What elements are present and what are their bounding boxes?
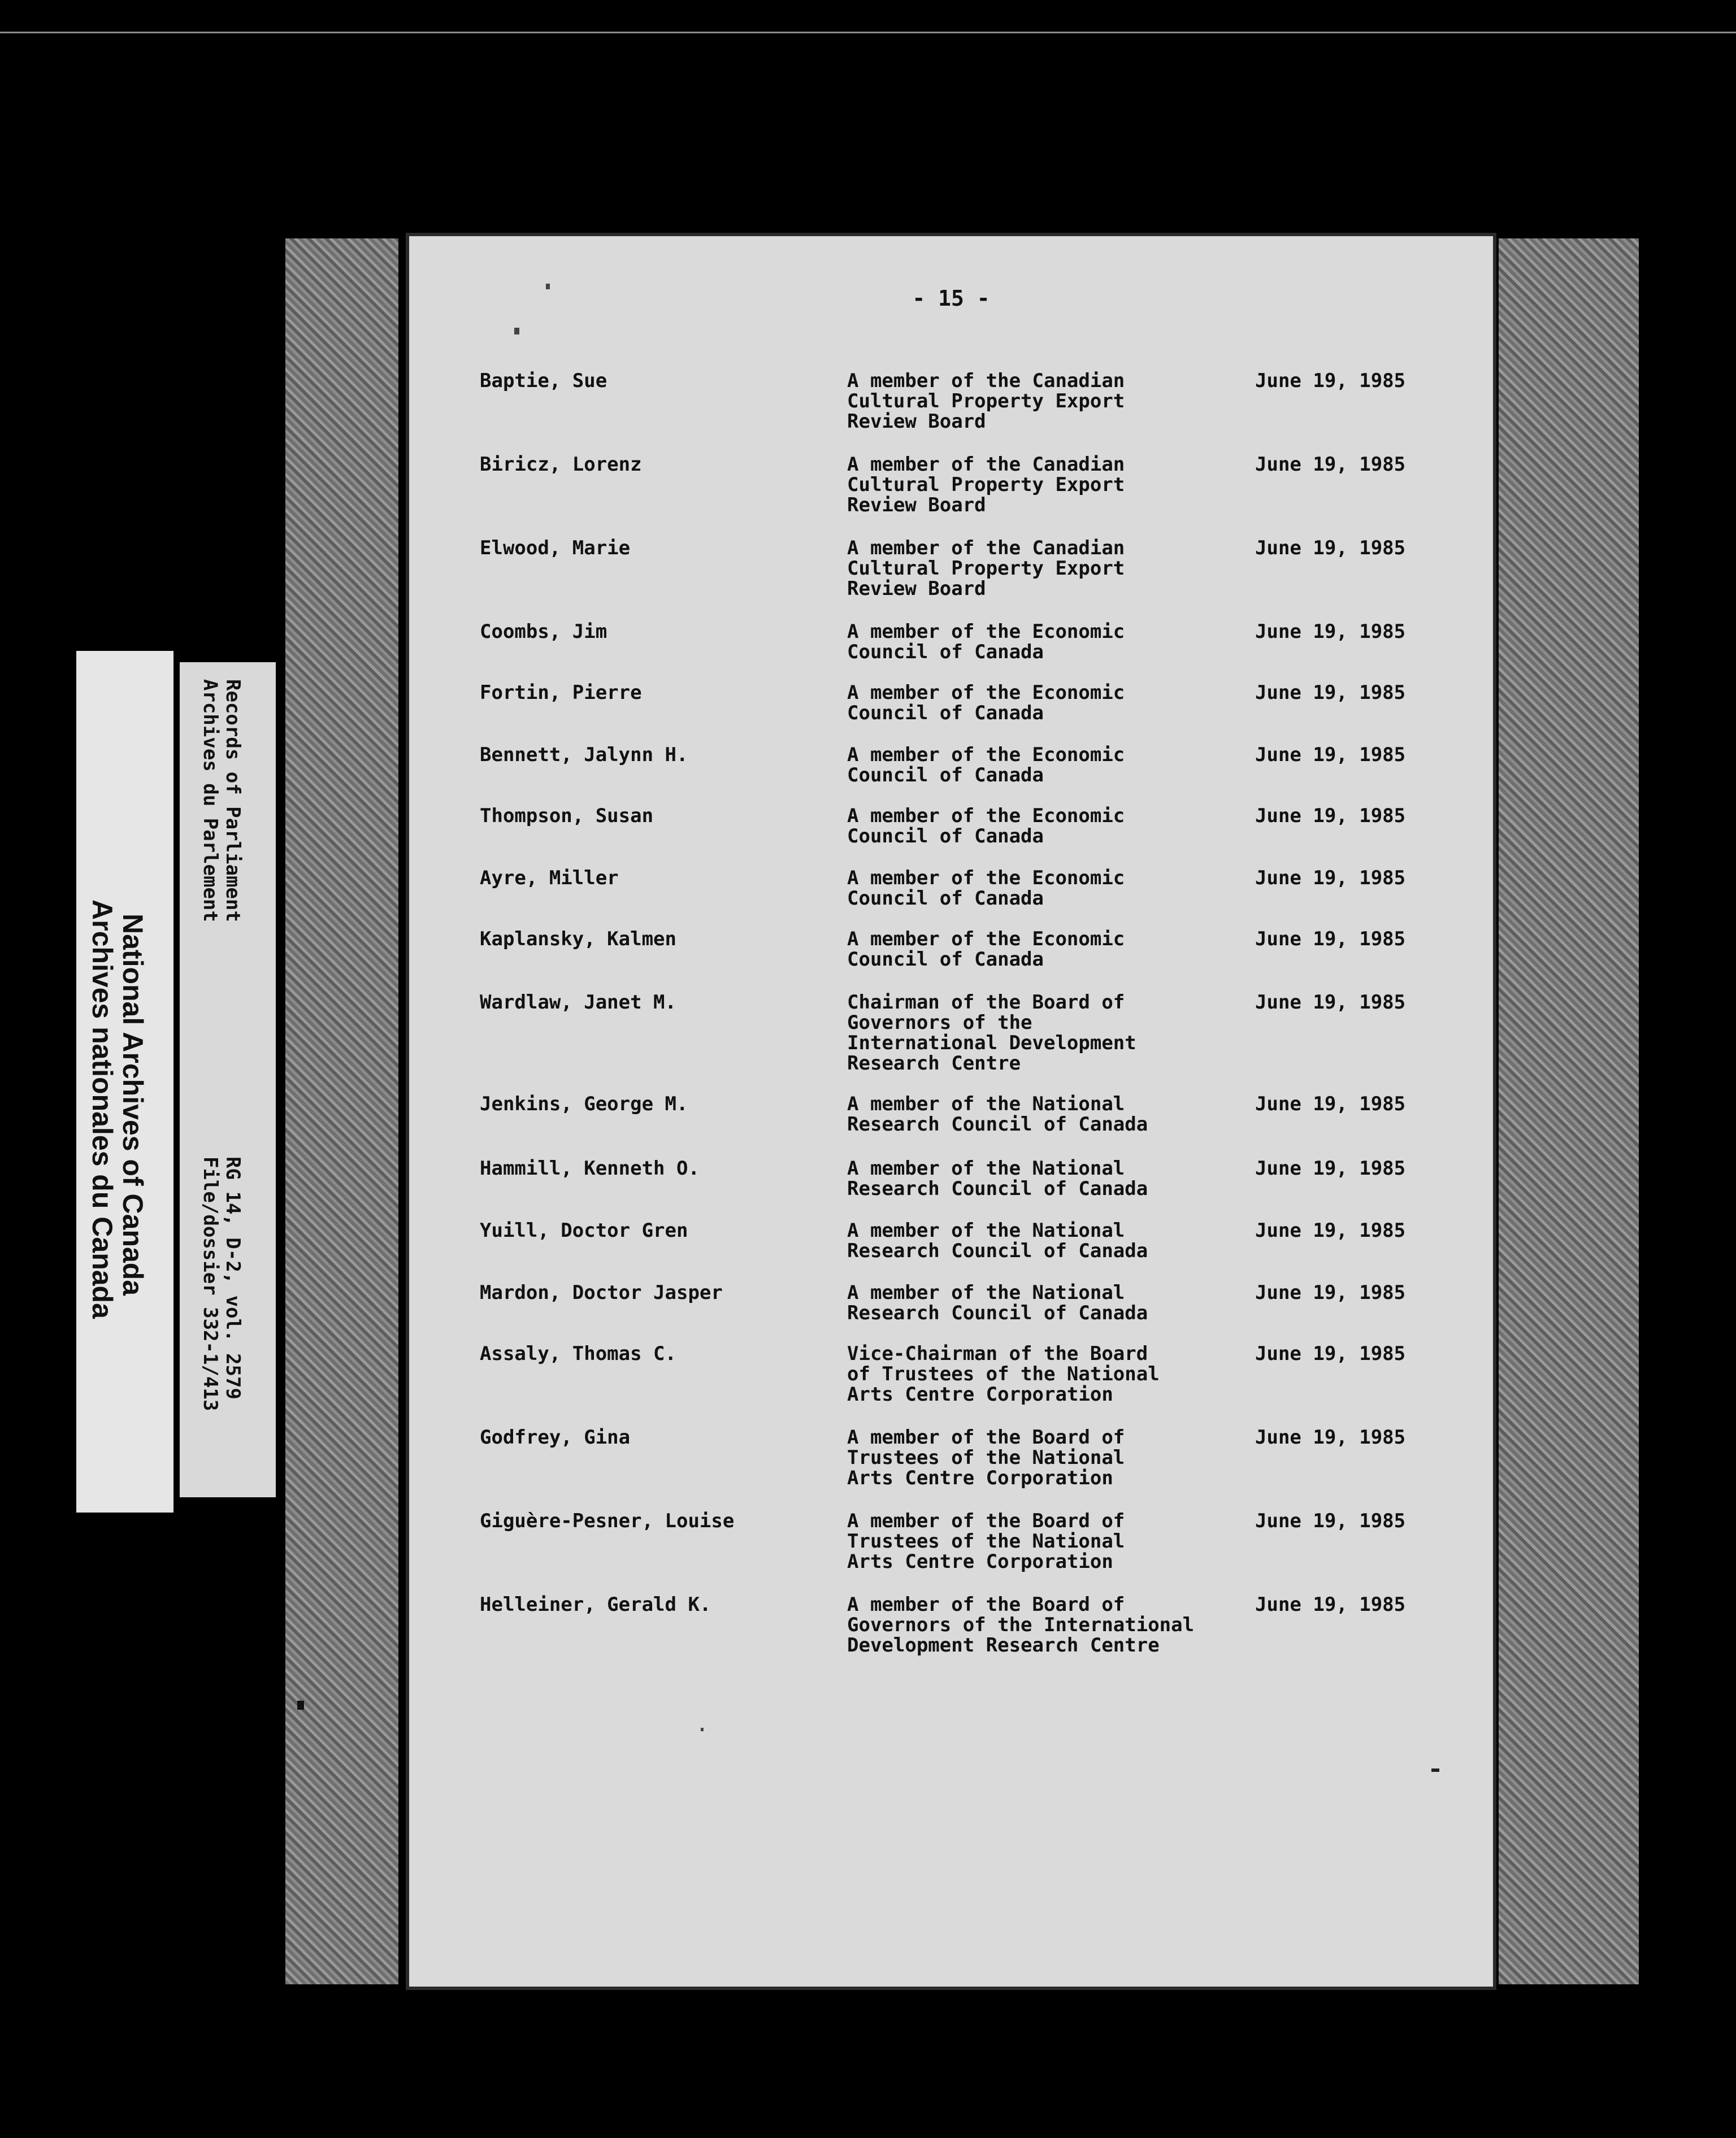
entry-date: June 19, 1985 bbox=[1255, 1157, 1406, 1180]
entry-date: June 19, 1985 bbox=[1255, 1510, 1406, 1532]
entry-position: A member of the National Research Council of Canada bbox=[847, 1093, 1148, 1136]
archives-du-parlement: Archives du Parlement bbox=[199, 679, 222, 922]
entry-position: A member of the Board of Governors of the International Development Research Centre bbox=[847, 1593, 1195, 1657]
entry-position: A member of the Economic Council of Canada bbox=[847, 928, 1125, 971]
records-of-parliament: Records of Parliament bbox=[222, 679, 244, 922]
entry-date: June 19, 1985 bbox=[1255, 1219, 1406, 1242]
scan-speck bbox=[701, 1728, 704, 1731]
entry-name: Helleiner, Gerald K. bbox=[480, 1593, 711, 1616]
archive-label-strip bbox=[76, 651, 173, 1513]
page-number: - 15 - bbox=[912, 286, 990, 311]
entry-name: Hammill, Kenneth O. bbox=[480, 1157, 700, 1180]
entry-name: Godfrey, Gina bbox=[480, 1426, 631, 1449]
entry-name: Baptie, Sue bbox=[480, 370, 607, 392]
entry-name: Yuill, Doctor Gren bbox=[480, 1219, 688, 1242]
entry-position: A member of the National Research Council of Canada bbox=[847, 1157, 1148, 1200]
scan-speck bbox=[1431, 1768, 1439, 1772]
entry-date: June 19, 1985 bbox=[1255, 1342, 1406, 1365]
entry-position: Chairman of the Board of Governors of the International Development Research Centre bbox=[847, 991, 1136, 1075]
entry-position: A member of the National Research Council of Canada bbox=[847, 1219, 1148, 1262]
records-label-strip bbox=[180, 662, 276, 1497]
entry-name: Biricz, Lorenz bbox=[480, 453, 642, 476]
entry-date: June 19, 1985 bbox=[1255, 1593, 1406, 1616]
entry-position: A member of the National Research Council of Canada bbox=[847, 1281, 1148, 1324]
entry-position: A member of the Canadian Cultural Property Export Review Board bbox=[847, 453, 1125, 516]
entry-date: June 19, 1985 bbox=[1255, 991, 1406, 1014]
entry-date: June 19, 1985 bbox=[1255, 1426, 1406, 1449]
entry-name: Wardlaw, Janet M. bbox=[480, 991, 676, 1014]
scan-speck bbox=[514, 328, 519, 334]
scan-speck bbox=[297, 1701, 304, 1710]
entry-name: Assaly, Thomas C. bbox=[480, 1342, 676, 1365]
entry-position: A member of the Canadian Cultural Property Export Review Board bbox=[847, 370, 1125, 433]
archive-name-en: National Archives of Canada bbox=[117, 914, 149, 1296]
entry-date: June 19, 1985 bbox=[1255, 370, 1406, 392]
entry-name: Coombs, Jim bbox=[480, 620, 607, 643]
entry-position: A member of the Economic Council of Canada bbox=[847, 867, 1125, 910]
file-reference: File/dossier 332-1/413 bbox=[199, 1157, 222, 1411]
entry-name: Thompson, Susan bbox=[480, 805, 654, 827]
entry-position: A member of the Board of Trustees of the National Arts Centre Corporation bbox=[847, 1510, 1125, 1573]
document-page bbox=[409, 236, 1493, 1987]
entry-date: June 19, 1985 bbox=[1255, 744, 1406, 766]
scan-speck bbox=[546, 284, 550, 289]
entry-date: June 19, 1985 bbox=[1255, 537, 1406, 559]
scan-top-line bbox=[0, 32, 1736, 33]
entry-date: June 19, 1985 bbox=[1255, 805, 1406, 827]
entry-position: A member of the Economic Council of Canada bbox=[847, 805, 1125, 848]
entry-name: Jenkins, George M. bbox=[480, 1093, 688, 1115]
entry-position: A member of the Economic Council of Canada bbox=[847, 620, 1125, 663]
archive-name-fr: Archives nationales du Canada bbox=[86, 899, 118, 1319]
entry-name: Ayre, Miller bbox=[480, 867, 619, 889]
entry-position: A member of the Economic Council of Canada bbox=[847, 744, 1125, 786]
entry-date: June 19, 1985 bbox=[1255, 1281, 1406, 1304]
entry-date: June 19, 1985 bbox=[1255, 867, 1406, 889]
scan-left-margin bbox=[285, 238, 398, 1984]
entry-position: A member of the Board of Trustees of the National Arts Centre Corporation bbox=[847, 1426, 1125, 1489]
scan-right-margin bbox=[1499, 238, 1639, 1984]
entry-name: Fortin, Pierre bbox=[480, 681, 642, 704]
entry-date: June 19, 1985 bbox=[1255, 620, 1406, 643]
entry-name: Giguère-Pesner, Louise bbox=[480, 1510, 735, 1532]
entry-name: Bennett, Jalynn H. bbox=[480, 744, 688, 766]
entry-name: Mardon, Doctor Jasper bbox=[480, 1281, 723, 1304]
entry-position: Vice-Chairman of the Board of Trustees of the National Arts Centre Corporation bbox=[847, 1342, 1160, 1406]
entry-position: A member of the Canadian Cultural Property Export Review Board bbox=[847, 537, 1125, 600]
entry-date: June 19, 1985 bbox=[1255, 928, 1406, 950]
entry-date: June 19, 1985 bbox=[1255, 1093, 1406, 1115]
entry-date: June 19, 1985 bbox=[1255, 453, 1406, 476]
entry-name: Kaplansky, Kalmen bbox=[480, 928, 676, 950]
entry-date: June 19, 1985 bbox=[1255, 681, 1406, 704]
entry-position: A member of the Economic Council of Canada bbox=[847, 681, 1125, 724]
record-group-reference: RG 14, D-2, vol. 2579 bbox=[222, 1157, 244, 1400]
entry-name: Elwood, Marie bbox=[480, 537, 631, 559]
